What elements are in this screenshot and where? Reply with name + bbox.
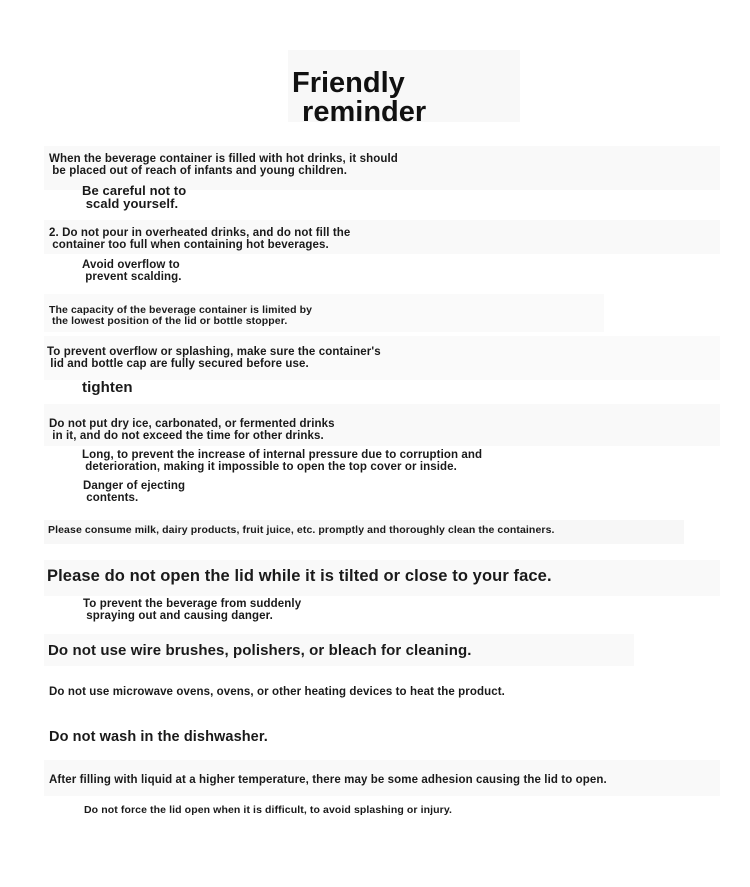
notice-scald-warning: Be careful not to scald yourself. xyxy=(82,183,187,211)
notice-tighten: tighten xyxy=(82,379,133,396)
notice-overheated: 2. Do not pour in overheated drinks, and do not fill the container too full when containing hot beverages. xyxy=(49,227,351,251)
notice-tilted-lid: Please do not open the lid while it is tilted or close to your face. xyxy=(47,567,552,585)
notice-capacity: The capacity of the beverage container is limited by the lowest position of the lid or bottle stopper. xyxy=(49,304,313,327)
notice-adhesion: After filling with liquid at a higher temperature, there may be some adhesion causing the lid to open. xyxy=(49,774,607,786)
notice-dry-ice: Do not put dry ice, carbonated, or fermented drinks in it, and do not exceed the time for other drinks. xyxy=(49,418,335,442)
notice-spraying: To prevent the beverage from suddenly spraying out and causing danger. xyxy=(83,598,302,622)
title-line-1: Friendly xyxy=(292,67,405,99)
notice-pressure: Long, to prevent the increase of internal pressure due to corruption and deterioration, making it impossible to open the top cover or inside. xyxy=(82,449,483,473)
notice-dishwasher: Do not wash in the dishwasher. xyxy=(49,729,268,745)
notice-microwave: Do not use microwave ovens, ovens, or other heating devices to heat the product. xyxy=(49,686,505,698)
notice-force-lid: Do not force the lid open when it is difficult, to avoid splashing or injury. xyxy=(84,804,453,816)
title-line-2: reminder xyxy=(294,96,427,128)
notice-hot-drinks: When the beverage container is filled with hot drinks, it should be placed out of reach of infants and young children. xyxy=(49,153,398,177)
notice-avoid-overflow: Avoid overflow to prevent scalding. xyxy=(82,259,182,283)
notice-dairy: Please consume milk, dairy products, fruit juice, etc. promptly and thoroughly clean the containers. xyxy=(48,524,555,536)
notice-wire-brushes: Do not use wire brushes, polishers, or bleach for cleaning. xyxy=(48,642,472,659)
notice-secure-lid: To prevent overflow or splashing, make sure the container's lid and bottle cap are fully secured before use. xyxy=(47,346,381,370)
notice-ejecting: Danger of ejecting contents. xyxy=(83,480,186,504)
